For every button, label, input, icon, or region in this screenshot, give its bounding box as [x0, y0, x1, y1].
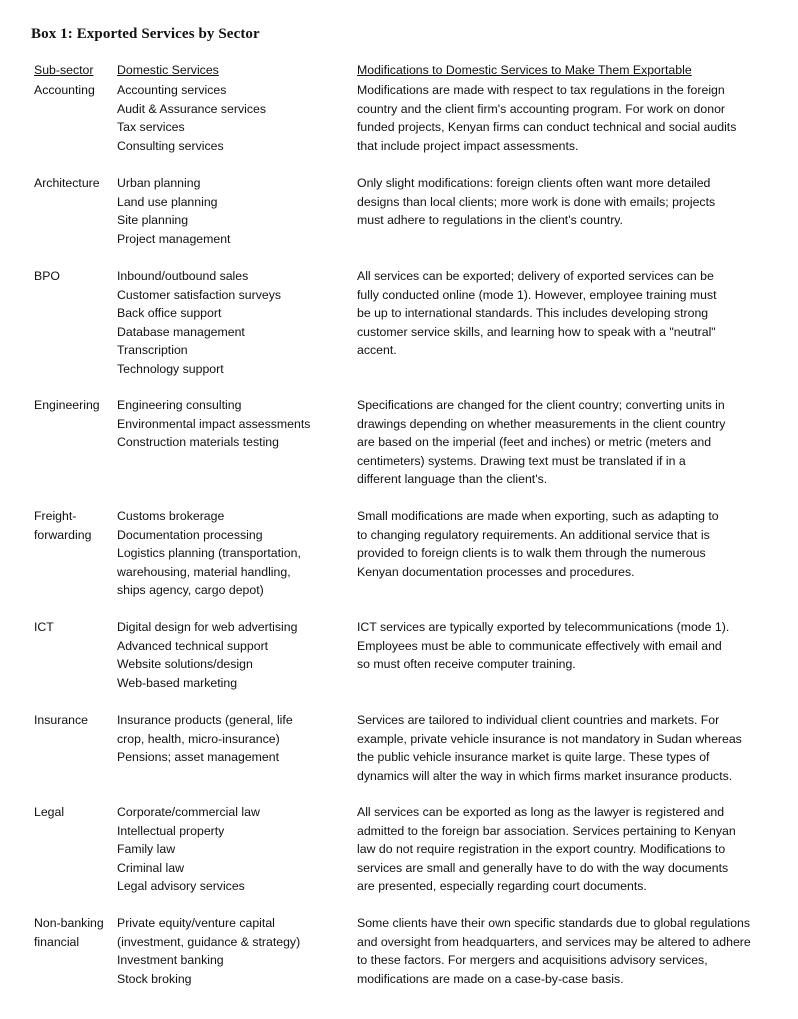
- modification-line: admitted to the foreign bar association. Services pertaining to Kenyan: [357, 823, 736, 838]
- subsector-line: ICT: [34, 620, 54, 634]
- modification-line: be up to international standards. This includes developing strong: [357, 306, 709, 320]
- subsector-line: Accounting: [34, 83, 95, 97]
- modification-line: Small modifications are made when exporting, such as adapting to: [357, 509, 719, 523]
- service-item: Documentation processing: [117, 527, 263, 542]
- modification-line: so must often receive computer training.: [357, 657, 576, 671]
- modifications-cell: [357, 396, 782, 489]
- service-item: Accounting services: [117, 83, 227, 97]
- domestic-services-cell: [117, 174, 347, 248]
- modification-line: Employees must be able to communicate effectively with email and: [357, 638, 722, 653]
- subsector-line: Architecture: [34, 176, 100, 190]
- modifications-cell: [357, 174, 782, 230]
- subsector-line: Non-banking: [34, 916, 104, 930]
- service-item: Customs brokerage: [117, 509, 225, 523]
- modification-line: and oversight from headquarters, and services may be altered to adhere: [357, 934, 751, 949]
- subsector-line: Engineering: [34, 398, 100, 412]
- modification-line: customer service skills, and learning how to speak with a "neutral": [357, 324, 716, 339]
- service-item: Site planning: [117, 213, 189, 227]
- modification-line: drawings depending on whether measurements in the client country: [357, 416, 726, 431]
- service-item: Transcription: [117, 343, 188, 357]
- service-item: Stock broking: [117, 971, 192, 986]
- modification-line: to changing regulatory requirements. An additional service that is: [357, 527, 710, 542]
- subsector-line: forwarding: [34, 527, 92, 542]
- subsector-cell: [34, 507, 114, 544]
- modification-line: the public vehicle insurance market is quite large. These types of: [357, 750, 710, 764]
- service-item: Advanced technical support: [117, 638, 269, 653]
- modifications-cell: [357, 81, 782, 155]
- modification-line: dynamics will alter the way in which firms market insurance products.: [357, 768, 733, 783]
- service-item: Website solutions/design: [117, 657, 253, 671]
- subsector-cell: [34, 81, 114, 100]
- modification-line: that include project impact assessments.: [357, 138, 579, 153]
- modifications-cell: [357, 267, 782, 360]
- service-item: Technology support: [117, 361, 224, 376]
- service-item: Engineering consulting: [117, 398, 242, 412]
- modifications-cell: [357, 711, 782, 785]
- service-item: Intellectual property: [117, 823, 225, 838]
- modifications-cell: [357, 618, 782, 674]
- service-item: Land use planning: [117, 194, 218, 209]
- modification-line: provided to foreign clients is to walk them through the numerous: [357, 546, 706, 560]
- service-item: Corporate/commercial law: [117, 805, 260, 819]
- subsector-line: financial: [34, 934, 80, 949]
- modification-line: Services are tailored to individual client countries and markets. For: [357, 713, 720, 727]
- domestic-services-cell: [117, 618, 347, 692]
- service-item: Consulting services: [117, 138, 224, 153]
- subsector-line: Legal: [34, 805, 65, 819]
- service-item: Web-based marketing: [117, 675, 238, 690]
- subsector-line: Freight-: [34, 509, 77, 523]
- service-item: Construction materials testing: [117, 435, 279, 449]
- service-item: Customer satisfaction surveys: [117, 287, 282, 302]
- header-domestic-services: Domestic Services: [117, 63, 219, 77]
- modifications-cell: [357, 803, 782, 896]
- service-item: Legal advisory services: [117, 879, 245, 893]
- service-item: Family law: [117, 842, 176, 856]
- modification-line: modifications are made on a case-by-case basis.: [357, 971, 624, 986]
- modification-line: Kenyan documentation processes and procedures.: [357, 564, 635, 579]
- modification-line: ICT services are typically exported by telecommunications (mode 1).: [357, 620, 730, 634]
- modification-line: Only slight modifications: foreign clients often want more detailed: [357, 176, 711, 190]
- subsector-cell: [34, 174, 114, 193]
- modification-line: Modifications are made with respect to tax regulations in the foreign: [357, 83, 725, 97]
- subsector-cell: [34, 618, 114, 637]
- service-item: Private equity/venture capital: [117, 916, 275, 930]
- modifications-cell: [357, 914, 782, 988]
- subsector-cell: [34, 267, 114, 286]
- subsector-cell: [34, 914, 114, 951]
- modification-line: must adhere to regulations in the client's country.: [357, 213, 623, 227]
- service-item: Environmental impact assessments: [117, 416, 311, 431]
- header-modifications: Modifications to Domestic Services to Make Them Exportable: [357, 63, 692, 77]
- modification-line: Some clients have their own specific standards due to global regulations: [357, 916, 751, 930]
- service-item: warehousing, material handling,: [117, 564, 291, 579]
- service-item: Back office support: [117, 306, 222, 320]
- service-item: (investment, guidance & strategy): [117, 934, 301, 949]
- domestic-services-cell: [117, 267, 347, 378]
- service-item: Inbound/outbound sales: [117, 269, 249, 283]
- service-item: Project management: [117, 231, 231, 246]
- service-item: Investment banking: [117, 953, 224, 967]
- domestic-services-cell: [117, 81, 347, 155]
- box-title: Box 1: Exported Services by Sector: [31, 26, 260, 42]
- modification-line: designs than local clients; more work is done with emails; projects: [357, 194, 716, 209]
- subsector-cell: [34, 396, 114, 415]
- modification-line: law do not require registration in the export country. Modifications to: [357, 842, 726, 856]
- modification-line: country and the client firm's accounting program. For work on donor: [357, 101, 726, 116]
- modification-line: are based on the imperial (feet and inches) or metric (meters and: [357, 435, 712, 449]
- modification-line: fully conducted online (mode 1). However, employee training must: [357, 287, 717, 302]
- service-item: Tax services: [117, 120, 185, 134]
- subsector-line: Insurance: [34, 713, 89, 727]
- modification-line: funded projects, Kenyan firms can conduct technical and social audits: [357, 120, 737, 134]
- service-item: ships agency, cargo depot): [117, 583, 264, 597]
- service-item: Database management: [117, 324, 245, 339]
- domestic-services-cell: [117, 803, 347, 896]
- service-item: Digital design for web advertising: [117, 620, 298, 634]
- service-item: Criminal law: [117, 860, 184, 875]
- subsector-line: BPO: [34, 269, 60, 283]
- service-item: crop, health, micro-insurance): [117, 731, 280, 746]
- subsector-cell: [34, 711, 114, 730]
- service-item: Pensions; asset management: [117, 750, 280, 764]
- service-item: Insurance products (general, life: [117, 713, 293, 727]
- service-item: Logistics planning (transportation,: [117, 546, 301, 560]
- modification-line: example, private vehicle insurance is not mandatory in Sudan whereas: [357, 731, 742, 746]
- domestic-services-cell: [117, 396, 347, 452]
- modification-line: to these factors. For mergers and acquisitions advisory services,: [357, 953, 708, 967]
- service-item: Audit & Assurance services: [117, 101, 266, 116]
- modification-line: All services can be exported as long as the lawyer is registered and: [357, 805, 725, 819]
- modification-line: Specifications are changed for the client country; converting units in: [357, 398, 725, 412]
- domestic-services-cell: [117, 507, 347, 600]
- modification-line: different language than the client's.: [357, 472, 548, 486]
- modification-line: accent.: [357, 343, 397, 357]
- modification-line: are presented, especially regarding court documents.: [357, 879, 647, 893]
- service-item: Urban planning: [117, 176, 201, 190]
- modifications-cell: [357, 507, 782, 581]
- domestic-services-cell: [117, 711, 347, 767]
- domestic-services-cell: [117, 914, 347, 988]
- modification-line: All services can be exported; delivery of exported services can be: [357, 269, 714, 283]
- header-subsector: Sub-sector: [34, 63, 94, 77]
- subsector-cell: [34, 803, 114, 822]
- modification-line: services are small and generally have to do with the way documents: [357, 860, 729, 875]
- modification-line: centimeters) systems. Drawing text must be translated if in a: [357, 453, 686, 468]
